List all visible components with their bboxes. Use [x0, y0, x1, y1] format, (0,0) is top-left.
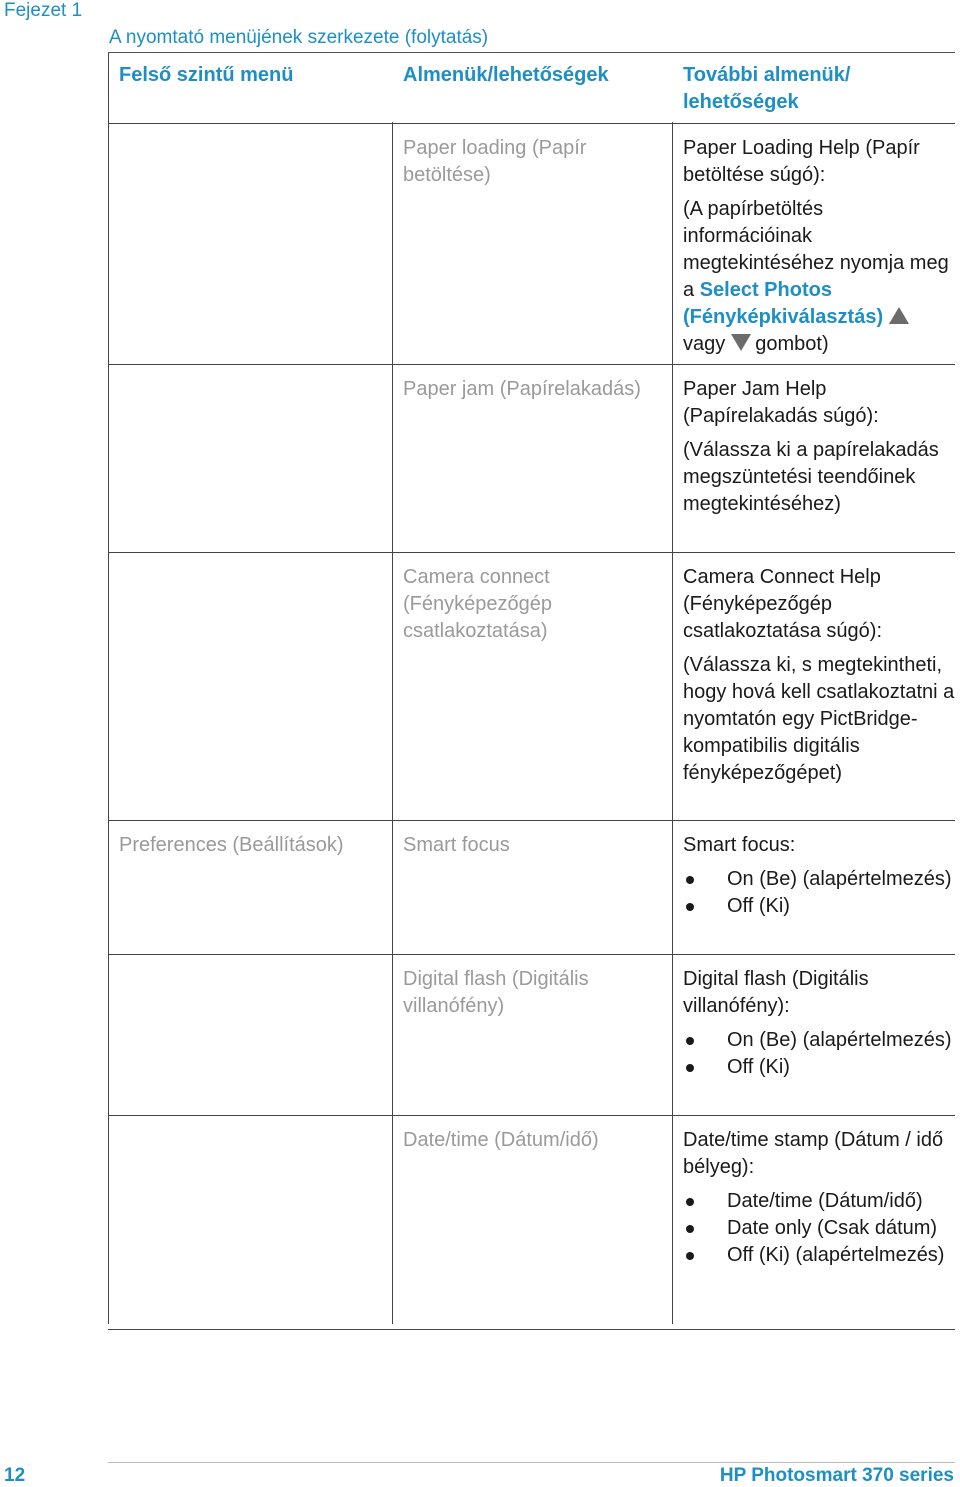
submenu-cell: Smart focus	[403, 834, 510, 856]
option-note	[683, 196, 955, 358]
submenu-cell: Digital flash (Digitális villanófény)	[403, 968, 589, 1017]
header-top-level: Felső szintű menü	[119, 64, 294, 86]
list-item: On (Be) (alapértelmezés)	[683, 866, 955, 893]
arrow-down-icon	[731, 334, 751, 351]
select-photos-button-name: Select Photos (Fényképkiválasztás)	[683, 279, 884, 328]
options-cell	[683, 832, 955, 920]
option-title: Date/time stamp (Dátum / idő bélyeg):	[683, 1129, 944, 1178]
option-title: Smart focus:	[683, 834, 796, 856]
option-note: (Válassza ki, s megtekintheti, hogy hová kell csatlakoztatni a nyomtatón egy PictBridge-kompatibilis digitális fényképezőgépet)	[683, 654, 955, 784]
list-item: Off (Ki)	[683, 1054, 955, 1081]
header-submenus: Almenük/lehetőségek	[403, 64, 609, 86]
table-row	[108, 955, 955, 1116]
submenu-cell: Camera connect (Fényképezőgép csatlakoztatása)	[403, 566, 552, 642]
options-cell	[683, 376, 955, 518]
footer-divider	[108, 1462, 955, 1463]
chapter-label: Fejezet 1	[4, 0, 83, 21]
table-row	[108, 1116, 955, 1330]
product-name: HP Photosmart 370 series	[719, 1465, 954, 1486]
list-item: On (Be) (alapértelmezés)	[683, 1027, 955, 1054]
table-row	[108, 821, 955, 955]
arrow-up-icon	[889, 307, 909, 324]
option-note: (Válassza ki a papírelakadás megszüntetési teendőinek megtekintéséhez)	[683, 439, 939, 515]
options-cell	[683, 564, 955, 787]
option-title: Digital flash (Digitális villanófény):	[683, 968, 869, 1017]
menu-structure-table	[108, 52, 955, 1330]
list-item: Date/time (Dátum/idő)	[683, 1188, 955, 1215]
option-title: Paper Jam Help (Papírelakadás súgó):	[683, 378, 879, 427]
page-number: 12	[4, 1465, 26, 1486]
table-caption: A nyomtató menüjének szerkezete (folytatás)	[109, 27, 489, 48]
list-item: Off (Ki)	[683, 893, 955, 920]
table-row	[108, 365, 955, 553]
list-item: Date only (Csak dátum)	[683, 1215, 955, 1242]
table-header	[108, 52, 955, 124]
note-or: vagy	[683, 333, 726, 355]
list-item: Off (Ki) (alapértelmezés)	[683, 1242, 955, 1269]
submenu-cell: Paper jam (Papírelakadás)	[403, 378, 641, 400]
table-row	[108, 553, 955, 821]
note-text: (A papírbetöltés információinak megtekintéséhez nyomja meg a	[683, 198, 949, 301]
options-cell	[683, 135, 955, 358]
header-further-submenus: További almenük/ lehetőségek	[683, 64, 851, 113]
option-title: Paper Loading Help (Papír betöltése súgó):	[683, 137, 920, 186]
table-row	[108, 124, 955, 365]
option-title: Camera Connect Help (Fényképezőgép csatlakoztatása súgó):	[683, 566, 882, 642]
note-end: gombot)	[755, 333, 829, 355]
options-cell	[683, 966, 955, 1081]
submenu-cell: Date/time (Dátum/idő)	[403, 1129, 599, 1151]
submenu-cell: Paper loading (Papír betöltése)	[403, 137, 587, 186]
options-cell	[683, 1127, 955, 1269]
top-level-cell: Preferences (Beállítások)	[119, 834, 344, 856]
